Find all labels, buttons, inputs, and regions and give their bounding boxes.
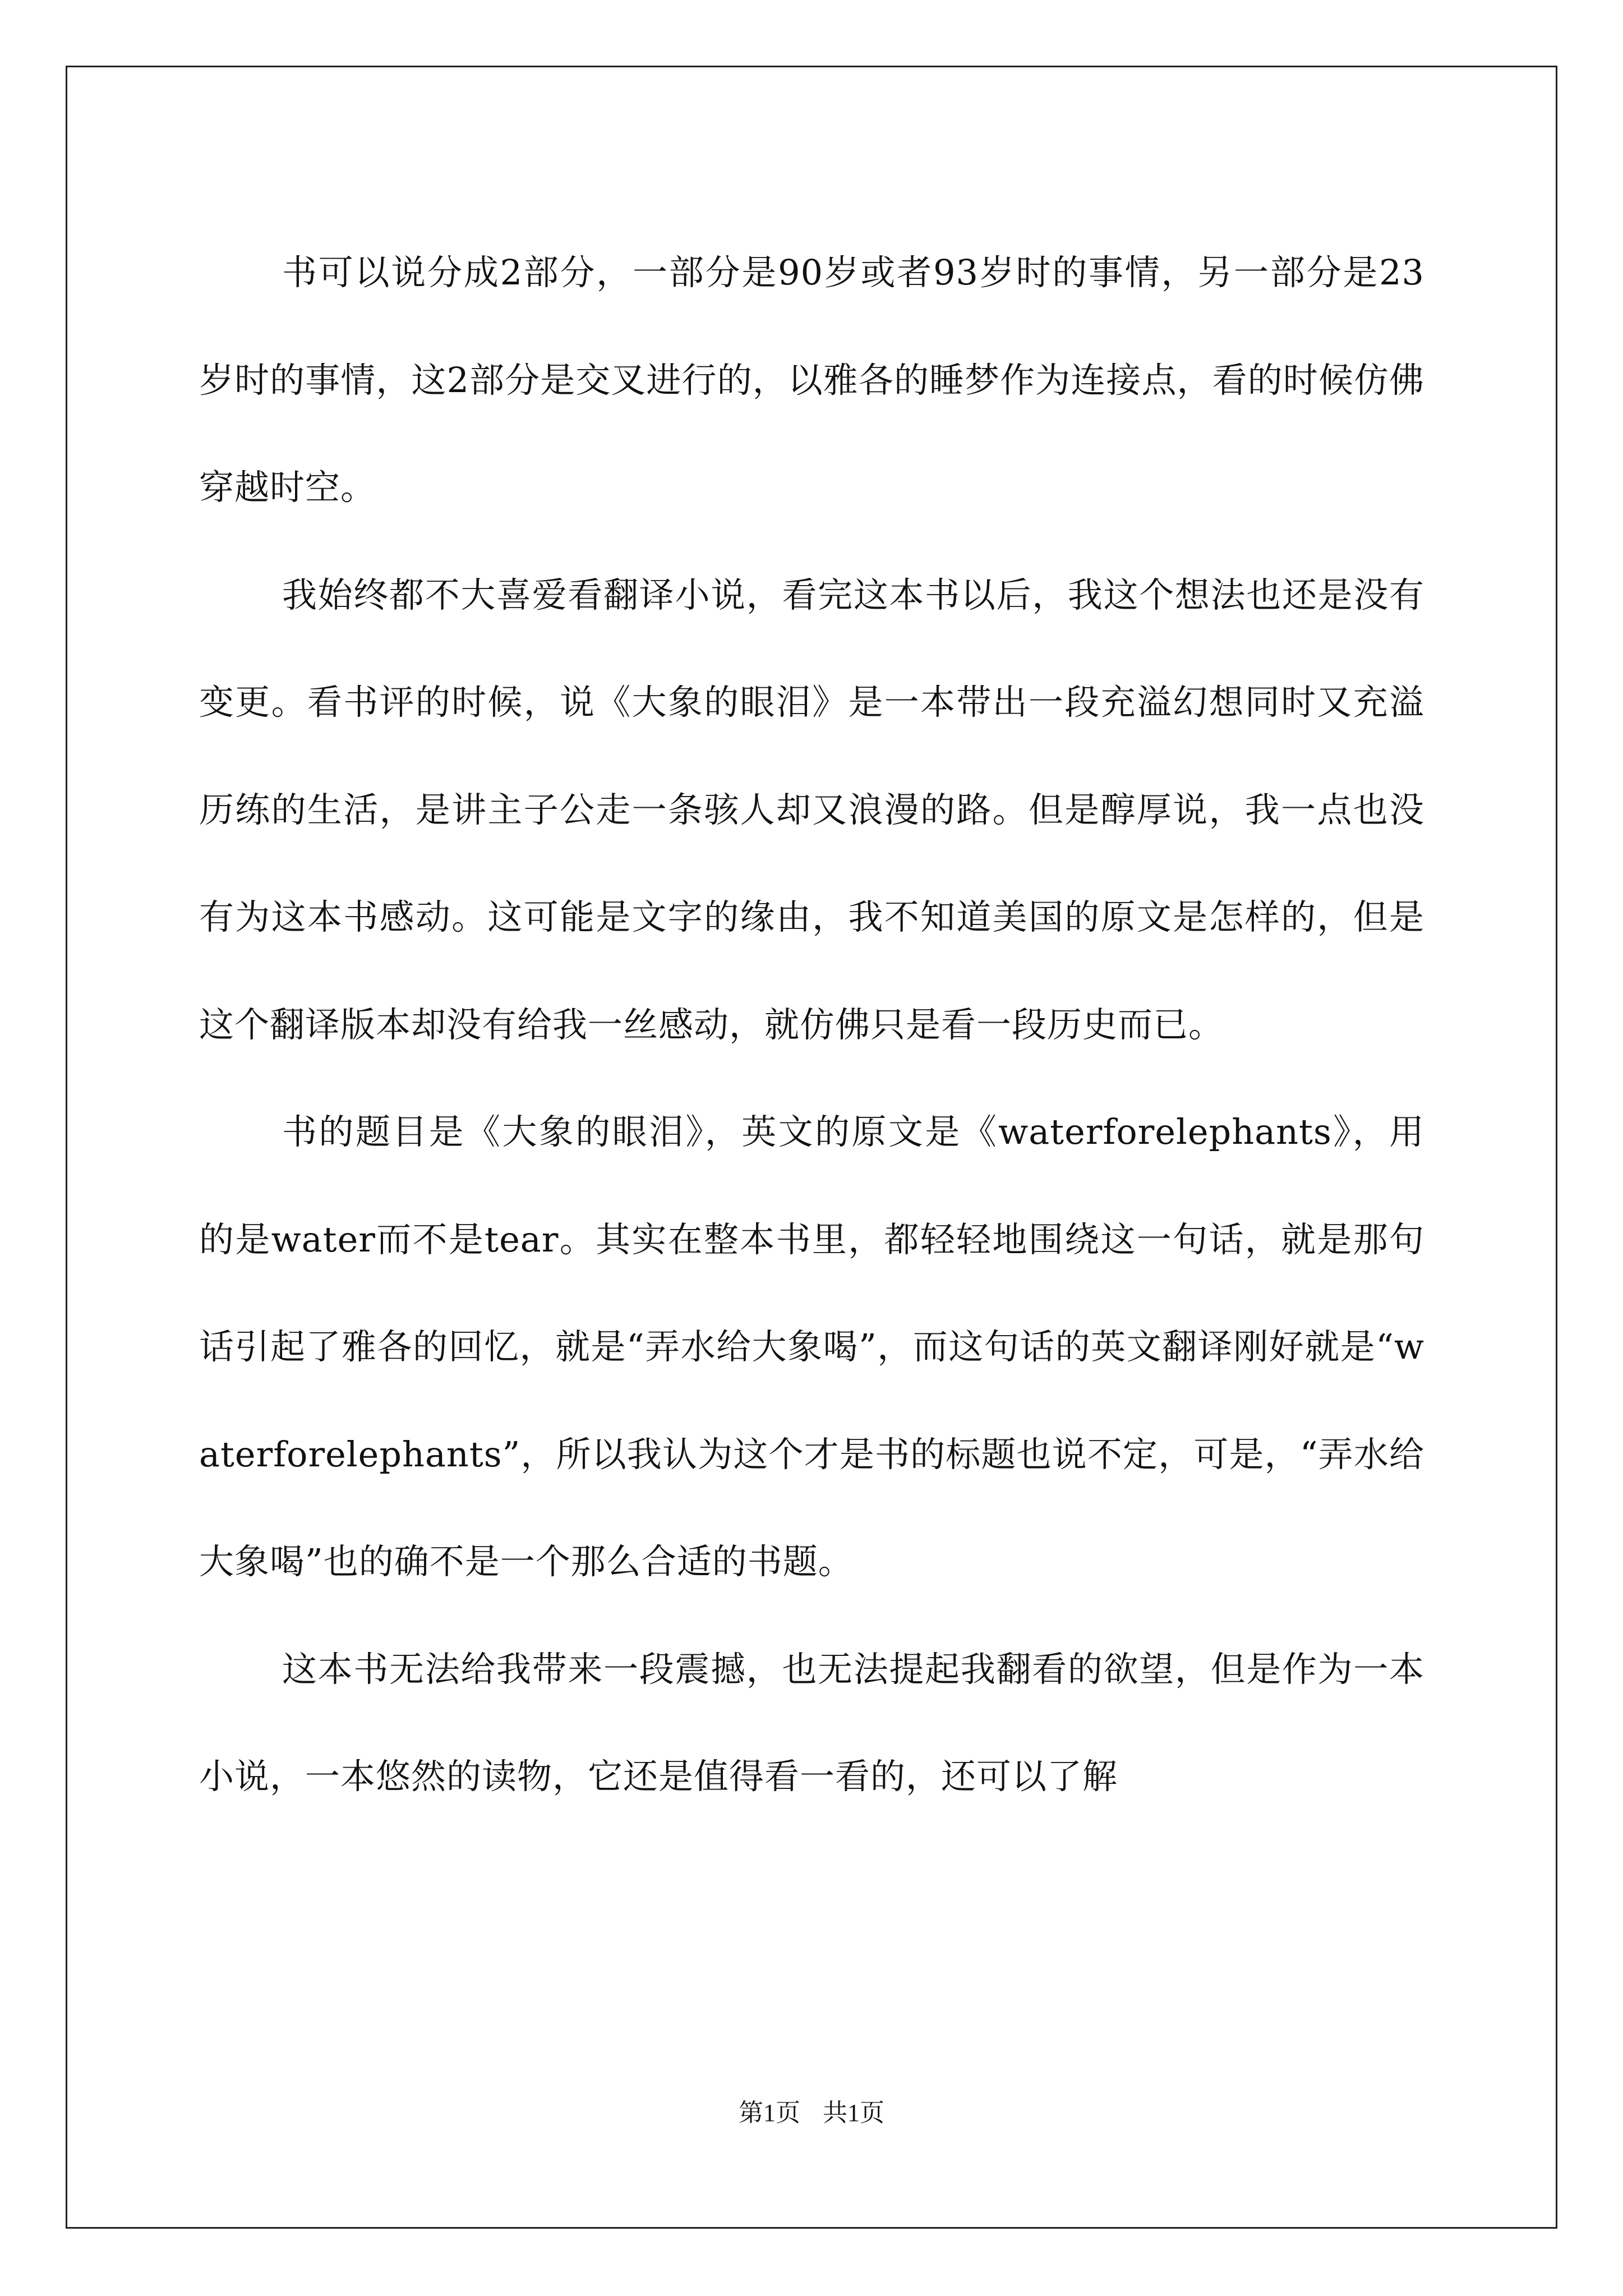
page-total: 共1页 [823,2099,884,2127]
paragraph-4: 这本书无法给我带来一段震撼，也无法提起我翻看的欲望，但是作为一本小说，一本悠然的读物，它还是值得看一看的，还可以了解 [199,1648,1424,1797]
document-body [199,219,1424,1830]
paragraph-2: 我始终都不大喜爱看翻译小说，看完这本书以后，我这个想法也还是没有变更。看书评的时候，说《大象的眼泪》是一本带出一段充溢幻想同时又充溢历练的生活，是讲主子公走一条骇人却又浪漫的路。但是醇厚说，我一点也没有为这本书感动。这可能是文字的缘由，我不知道美国的原文是怎样的，但是这个翻译版本却没有给我一丝感动，就仿佛只是看一段历史而已。 [199,574,1424,1045]
page-footer [0,2092,1623,2128]
paragraph-1: 书可以说分成2部分，一部分是90岁或者93岁时的事情，另一部分是23岁时的事情，这2部分是交叉进行的，以雅各的睡梦作为连接点，看的时候仿佛穿越时空。 [199,252,1424,508]
page-number: 第1页 [739,2099,800,2127]
paragraph-3: 书的题目是《大象的眼泪》，英文的原文是《waterforelephants》，用的是water而不是tear。其实在整本书里，都轻轻地围绕这一句话，就是那句话引起了雅各的回忆，就是“弄水给大象喝”，而这句话的英文翻译刚好就是“waterforelephants”，所以我认为这个才是书的标题也说不定，可是，“弄水给大象喝”也的确不是一个那么合适的书题。 [199,1111,1424,1582]
